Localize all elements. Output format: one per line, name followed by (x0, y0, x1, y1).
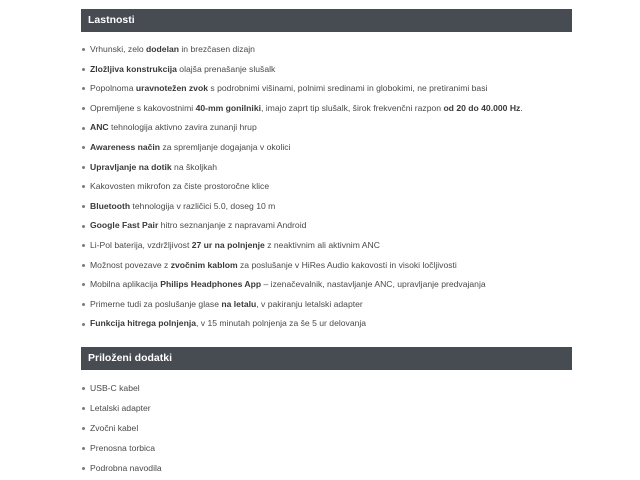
emphasis-text: od 20 do 40.000 Hz (443, 102, 521, 113)
bullet-icon (82, 283, 85, 286)
list-item (81, 458, 581, 478)
list-item (81, 79, 581, 99)
bullet-icon (82, 107, 85, 110)
item-text: hitro seznanjanje z napravami Android (158, 220, 307, 231)
list-item (81, 295, 581, 315)
emphasis-text: Bluetooth (90, 200, 131, 211)
bullet-icon (82, 87, 85, 90)
list-item (81, 138, 581, 158)
emphasis-text: zvočnim kablom (170, 259, 238, 270)
bullet-icon (82, 387, 85, 390)
list-item (81, 418, 581, 438)
item-text: Vrhunski, zelo (90, 44, 147, 54)
list-item (81, 118, 581, 138)
section-header-prilozeni-dodatki: Priloženi dodatki (81, 347, 572, 370)
list-item (81, 275, 581, 295)
emphasis-text: Awareness način (90, 141, 161, 152)
item-text: na školjkah (171, 161, 218, 172)
bullet-icon (82, 68, 85, 71)
item-text: Popolnoma (90, 83, 136, 94)
item-text: Kakovosten mikrofon za čiste prostoročne klice (90, 181, 270, 192)
emphasis-text: Philips Headphones App (160, 279, 262, 290)
emphasis-text: 27 ur na polnjenje (191, 239, 265, 250)
list-item (81, 158, 581, 178)
item-text: tehnologija aktivno zavira zunanji hrup (108, 122, 257, 133)
item-text: Zvočni kabel (90, 423, 139, 433)
emphasis-text: Funkcija hitrega polnjenja (90, 318, 197, 329)
item-text: , imajo zaprt tip slušalk, širok frekvenčni razpon (260, 102, 444, 113)
list-item (81, 197, 581, 217)
item-text: tehnologija v različici 5.0, doseg 10 m (130, 200, 276, 211)
list-item (81, 236, 581, 256)
item-text: za poslušanje v HiRes Audio kakovosti in visoki ločljivosti (237, 259, 457, 270)
bullet-icon (82, 185, 85, 188)
bullet-icon (82, 146, 85, 149)
feature-list (81, 40, 581, 334)
emphasis-text: dodelan (146, 44, 179, 54)
item-text: Letalski adapter (90, 403, 151, 413)
emphasis-text: Google Fast Pair (90, 220, 159, 231)
list-item (81, 398, 581, 418)
list-item (81, 256, 581, 276)
bullet-icon (82, 447, 85, 450)
bullet-icon (82, 303, 85, 306)
item-text: Prenosna torbica (90, 443, 155, 453)
item-text: Opremljene s kakovostnimi (90, 102, 196, 113)
item-text: s podrobnimi višinami, polnimi sredinami in globokimi, ne pretiranimi basi (208, 83, 488, 94)
bullet-icon (82, 205, 85, 208)
section-header-lastnosti: Lastnosti (81, 9, 572, 32)
list-item (81, 438, 581, 458)
list-item (81, 60, 581, 80)
bullet-icon (82, 244, 85, 247)
item-text: Li-Pol baterija, vzdržljivost (90, 239, 192, 250)
item-text: Podrobna navodila (90, 463, 162, 473)
bullet-icon (82, 166, 85, 169)
item-text: . (520, 102, 523, 113)
emphasis-text: ANC (90, 122, 109, 133)
item-text: Možnost povezave z (90, 259, 171, 270)
bullet-icon (82, 225, 85, 228)
item-text: za spremljanje dogajanja v okolici (160, 141, 291, 152)
accessories-list (81, 378, 581, 478)
emphasis-text: uravnotežen zvok (135, 83, 208, 94)
emphasis-text: Upravljanje na dotik (90, 161, 172, 172)
item-text: in brezčasen dizajn (179, 44, 255, 54)
list-item (81, 99, 581, 119)
item-text: Primerne tudi za poslušanje glase (90, 298, 222, 309)
bullet-icon (82, 323, 85, 326)
bullet-icon (82, 427, 85, 430)
list-item (81, 216, 581, 236)
list-item (81, 177, 581, 197)
item-text: Mobilna aplikacija (90, 279, 161, 290)
bullet-icon (82, 467, 85, 470)
item-text: , v 15 minutah polnjenja za še 5 ur delovanja (196, 318, 367, 329)
list-item (81, 40, 581, 60)
list-item (81, 314, 581, 334)
item-text: z neaktivnim ali aktivnim ANC (264, 239, 380, 250)
bullet-icon (82, 127, 85, 130)
emphasis-text: Zložljiva konstrukcija (90, 63, 177, 74)
bullet-icon (82, 48, 85, 51)
emphasis-text: na letalu (221, 298, 257, 309)
emphasis-text: 40-mm gonilniki (195, 102, 261, 113)
item-text: USB-C kabel (90, 383, 140, 393)
item-text: olajša prenašanje slušalk (176, 63, 276, 74)
bullet-icon (82, 407, 85, 410)
item-text: – izenačevalnik, nastavljanje ANC, upravljanje predvajanja (261, 279, 486, 290)
list-item (81, 378, 581, 398)
bullet-icon (82, 264, 85, 267)
item-text: , v pakiranju letalski adapter (256, 298, 363, 309)
